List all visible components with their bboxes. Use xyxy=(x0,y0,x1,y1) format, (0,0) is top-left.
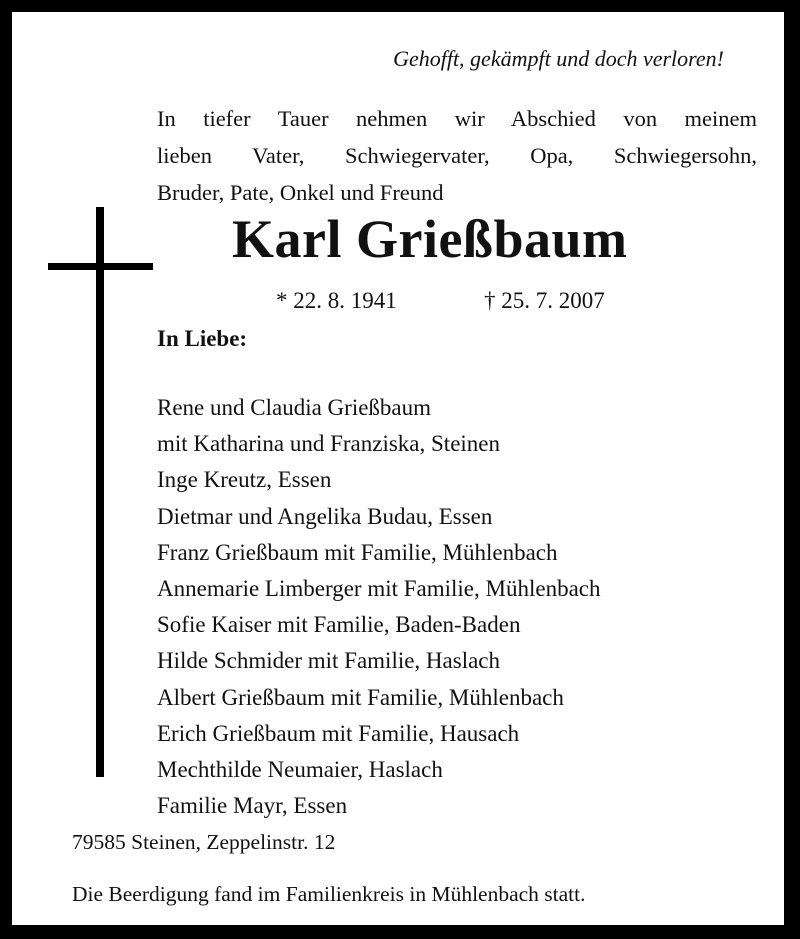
list-item: Albert Grießbaum mit Familie, Mühlenbach xyxy=(157,684,564,710)
motto: Gehofft, gekämpft und doch verloren! xyxy=(393,46,724,71)
birth-date: * 22. 8. 1941 xyxy=(276,288,397,313)
in-love-label: In Liebe: xyxy=(157,326,248,351)
cross-vertical-bar xyxy=(96,207,104,777)
address: 79585 Steinen, Zeppelinstr. 12 xyxy=(72,830,336,854)
list-item: Familie Mayr, Essen xyxy=(157,793,348,819)
mourners-list xyxy=(157,390,600,824)
list-item: mit Katharina und Franziska, Steinen xyxy=(157,431,501,457)
intro-line: Bruder, Pate, Onkel und Freund xyxy=(157,180,444,205)
list-item: Sofie Kaiser mit Familie, Baden-Baden xyxy=(157,612,521,638)
list-item: Hilde Schmider mit Familie, Haslach xyxy=(157,648,501,674)
list-item: Annemarie Limberger mit Familie, Mühlenbach xyxy=(157,576,601,602)
deceased-name: Karl Grießbaum xyxy=(232,209,628,269)
intro-line: In tiefer Tauer nehmen wir Abschied von meinem xyxy=(157,106,757,131)
cross-horizontal-bar xyxy=(48,263,153,270)
list-item: Erich Grießbaum mit Familie, Hausach xyxy=(157,720,520,746)
list-item: Inge Kreutz, Essen xyxy=(157,467,332,493)
intro-text xyxy=(157,100,757,211)
list-item: Franz Grießbaum mit Familie, Mühlenbach xyxy=(157,539,558,565)
death-date: † 25. 7. 2007 xyxy=(484,288,605,313)
list-item: Rene und Claudia Grießbaum xyxy=(157,395,432,420)
intro-line: lieben Vater, Schwiegervater, Opa, Schwiegersohn, xyxy=(157,143,757,168)
funeral-note: Die Beerdigung fand im Familienkreis in Mühlenbach statt. xyxy=(72,882,586,906)
list-item: Mechthilde Neumaier, Haslach xyxy=(157,757,443,783)
list-item: Dietmar und Angelika Budau, Essen xyxy=(157,503,493,529)
